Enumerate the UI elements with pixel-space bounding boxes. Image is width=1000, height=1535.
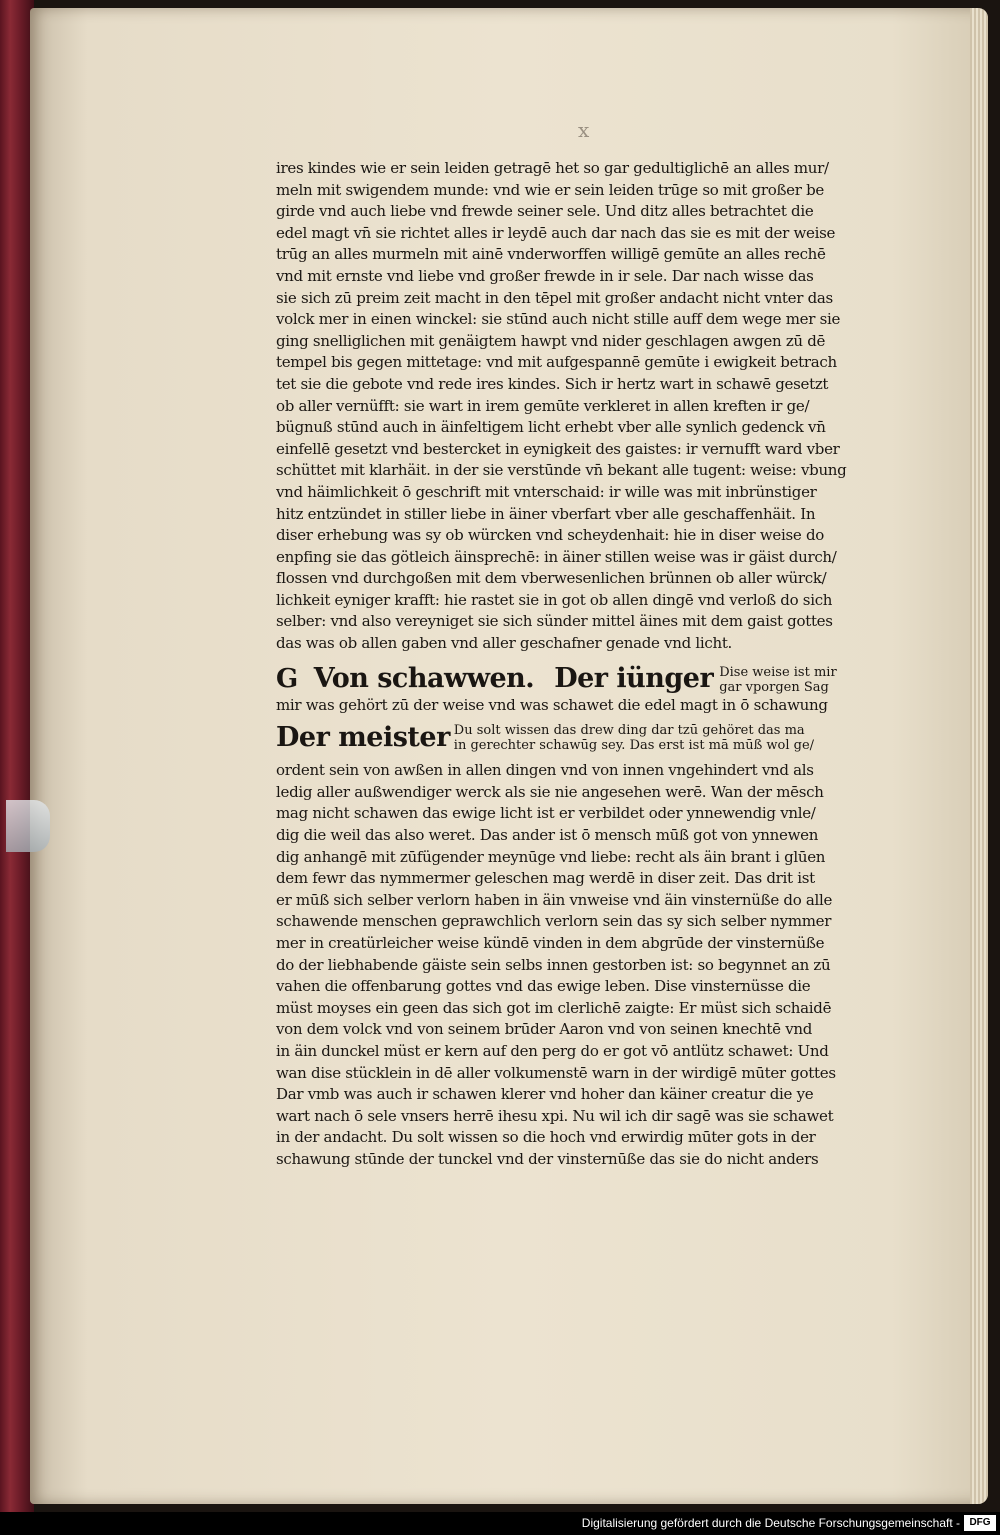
text-line: Dar vmb was auch ir schawen klerer vnd hoher dan käiner creatur die ye <box>276 1085 814 1104</box>
text-line: das was ob allen gaben vnd aller geschafner genade vnd licht. <box>276 634 733 653</box>
text-line: wan dise stücklein in dē aller volkumenstē warn in der wirdigē mūter gottes <box>276 1063 836 1082</box>
paragraph-bottom <box>276 760 896 1170</box>
text-line: müst moyses ein geen das sich got im clerlichē zaigte: Er müst sich schaidē <box>276 998 832 1017</box>
folio-mark: x <box>578 118 590 142</box>
footer-credit: Digitalisierung gefördert durch die Deutsche Forschungsgemeinschaft - <box>581 1516 960 1530</box>
text-line: vnd mit ernste vnd liebe vnd großer frewde in ir sele. Dar nach wisse das <box>276 266 814 285</box>
text-line: einfellē gesetzt vnd bestercket in eynigkeit des gaistes: ir vernufft ward vber <box>276 439 840 458</box>
text-line: volck mer in einen winckel: sie stūnd auch nicht stille auff dem wege mer sie <box>276 310 841 329</box>
text-line: sie sich zū preim zeit macht in den tēpel mit großer andacht nicht vnter das <box>276 288 833 307</box>
text-line: bügnuß stūnd auch in äinfeltigem licht erhebt vber alle synlich gedenck vn̄ <box>276 418 826 437</box>
speaker-line: Dise weise ist mir <box>719 664 837 680</box>
text-line: ordent sein von awßen in allen dingen vnd von innen vngehindert vnd als <box>276 761 814 780</box>
text-line: meln mit swigendem munde: vnd wie er sein leiden trūge so mit großer be <box>276 180 824 199</box>
dfg-logo: DFG <box>964 1515 996 1531</box>
text-line: er mūß sich selber verlorn haben in äin vnweise vnd äin vinsternüße do alle <box>276 890 833 909</box>
text-line: schawung stūnde der tunckel vnd der vinsternūße das sie do nicht anders <box>276 1149 819 1168</box>
text-line: edel magt vn̄ sie richtet alles ir leydē auch dar nach das sie es mit der weise <box>276 223 836 242</box>
text-line: lichkeit eyniger krafft: hie rastet sie in got ob allen dingē vnd verloß do sich <box>276 590 833 609</box>
book-binding <box>0 0 34 1512</box>
text-line: mir was gehört zū der weise vnd was schawet die edel magt in ō schawung <box>276 695 828 714</box>
text-block <box>276 158 896 1171</box>
text-line: enpfing sie das götleich äinsprechē: in äiner stillen weise was ir gäist durch/ <box>276 547 837 566</box>
text-line: ledig aller außwendiger werck als sie nie angesehen werē. Wan der mēsch <box>276 782 824 801</box>
text-line: do der liebhabende gäiste sein selbs innen gestorben ist: so begynnet an zū <box>276 955 831 974</box>
text-line: mag nicht schawen das ewige licht ist er verbildet oder ynnewendig vnle/ <box>276 804 816 823</box>
page-edge <box>970 8 988 1504</box>
text-line: in der andacht. Du solt wissen so die hoch vnd erwirdig mūter gots in der <box>276 1128 816 1147</box>
speaker-label: Der iünger <box>554 662 714 694</box>
text-line: ires kindes wie er sein leiden getragē het so gar gedultiglichē an alles mur/ <box>276 159 829 177</box>
text-line: mer in creatürleicher weise kündē vinden in dem abgrūde der vinsternüße <box>276 934 825 952</box>
text-line: trūg an alles murmeln mit ainē vnderworffen willigē gemūte an alles rechē <box>276 245 826 264</box>
text-line: dem fewr das nymmermer geleschen mag werdē in diser zeit. Das drit ist <box>276 869 815 888</box>
meister-text <box>454 723 814 753</box>
text-line: schüttet mit klarhäit. in der sie verstūnde vn̄ bekant alle tugent: weise: vbung <box>276 461 847 480</box>
meister-label: Der meister <box>276 722 450 754</box>
footer-bar <box>0 1512 1000 1535</box>
text-line: hitz entzündet in stiller liebe in äiner vberfart vber alle geschaffenhäit. In <box>276 504 816 523</box>
meister-line: in gerechter schawūg sey. Das erst ist mā mūß wol ge/ <box>453 738 815 754</box>
text-line: dig anhangē mit zūfügender meynūge vnd liebe: recht als äin brant i glūen <box>276 847 826 866</box>
book-clip <box>6 800 50 852</box>
meister-line: Du solt wissen das drew ding dar tzū gehöret das ma <box>453 723 805 739</box>
meister-heading <box>276 716 896 760</box>
text-line: selber: vnd also vereyniget sie sich sünder mittel äines mit dem gaist gottes <box>276 612 833 631</box>
speaker-line: gar vporgen Sag <box>719 679 829 695</box>
text-line: diser erhebung was sy ob würcken vnd scheydenhait: hie in diser weise do <box>276 526 824 545</box>
rubric-mark: G <box>276 663 298 694</box>
text-line: tet sie die gebote vnd rede ires kindes. Sich ir hertz wart in schawē gesetzt <box>276 374 829 393</box>
text-line: von dem volck vnd von seinem brūder Aaron vnd von seinen knechtē vnd <box>276 1020 813 1039</box>
text-line: dig die weil das also weret. Das ander ist ō mensch mūß got von ynnewen <box>276 826 819 845</box>
section-heading <box>276 655 896 695</box>
text-line: flossen vnd durchgoßen mit dem vberwesenlichen brünnen ob aller würck/ <box>276 569 827 588</box>
text-line: vnd häimlichkeit ō geschrift mit vnterschaid: ir wille was mit inbrünstiger <box>276 482 817 501</box>
text-line: wart nach ō sele vnsers herrē ihesu xpi. Nu wil ich dir sagē was sie schawet <box>276 1106 834 1125</box>
text-line: tempel bis gegen mittetage: vnd mit aufgespannē gemūte i ewigkeit betrach <box>276 353 837 372</box>
speaker-text <box>719 665 836 695</box>
text-line: schawende menschen geprawchlich verlorn sein das sy sich selber nymmer <box>276 912 832 931</box>
section-title: Von schawwen. <box>313 662 535 694</box>
text-line: girde vnd auch liebe vnd frewde seiner sele. Und ditz alles betrachtet die <box>276 202 814 221</box>
paragraph-top <box>276 158 896 655</box>
text-line: ging snelliglichen mit genäigtem hawpt vnd nider geschlagen awgen zū dē <box>276 331 826 350</box>
text-line: ob aller vernüfft: sie wart in irem gemūte verkleret in allen kreften ir ge/ <box>276 396 810 415</box>
text-line: in äin dunckel müst er kern auf den perg do er got vō antlütz schawet: Und <box>276 1041 829 1060</box>
text-line: vahen die offenbarung gottes vnd das ewige leben. Dise vinsternüsse die <box>276 977 811 996</box>
